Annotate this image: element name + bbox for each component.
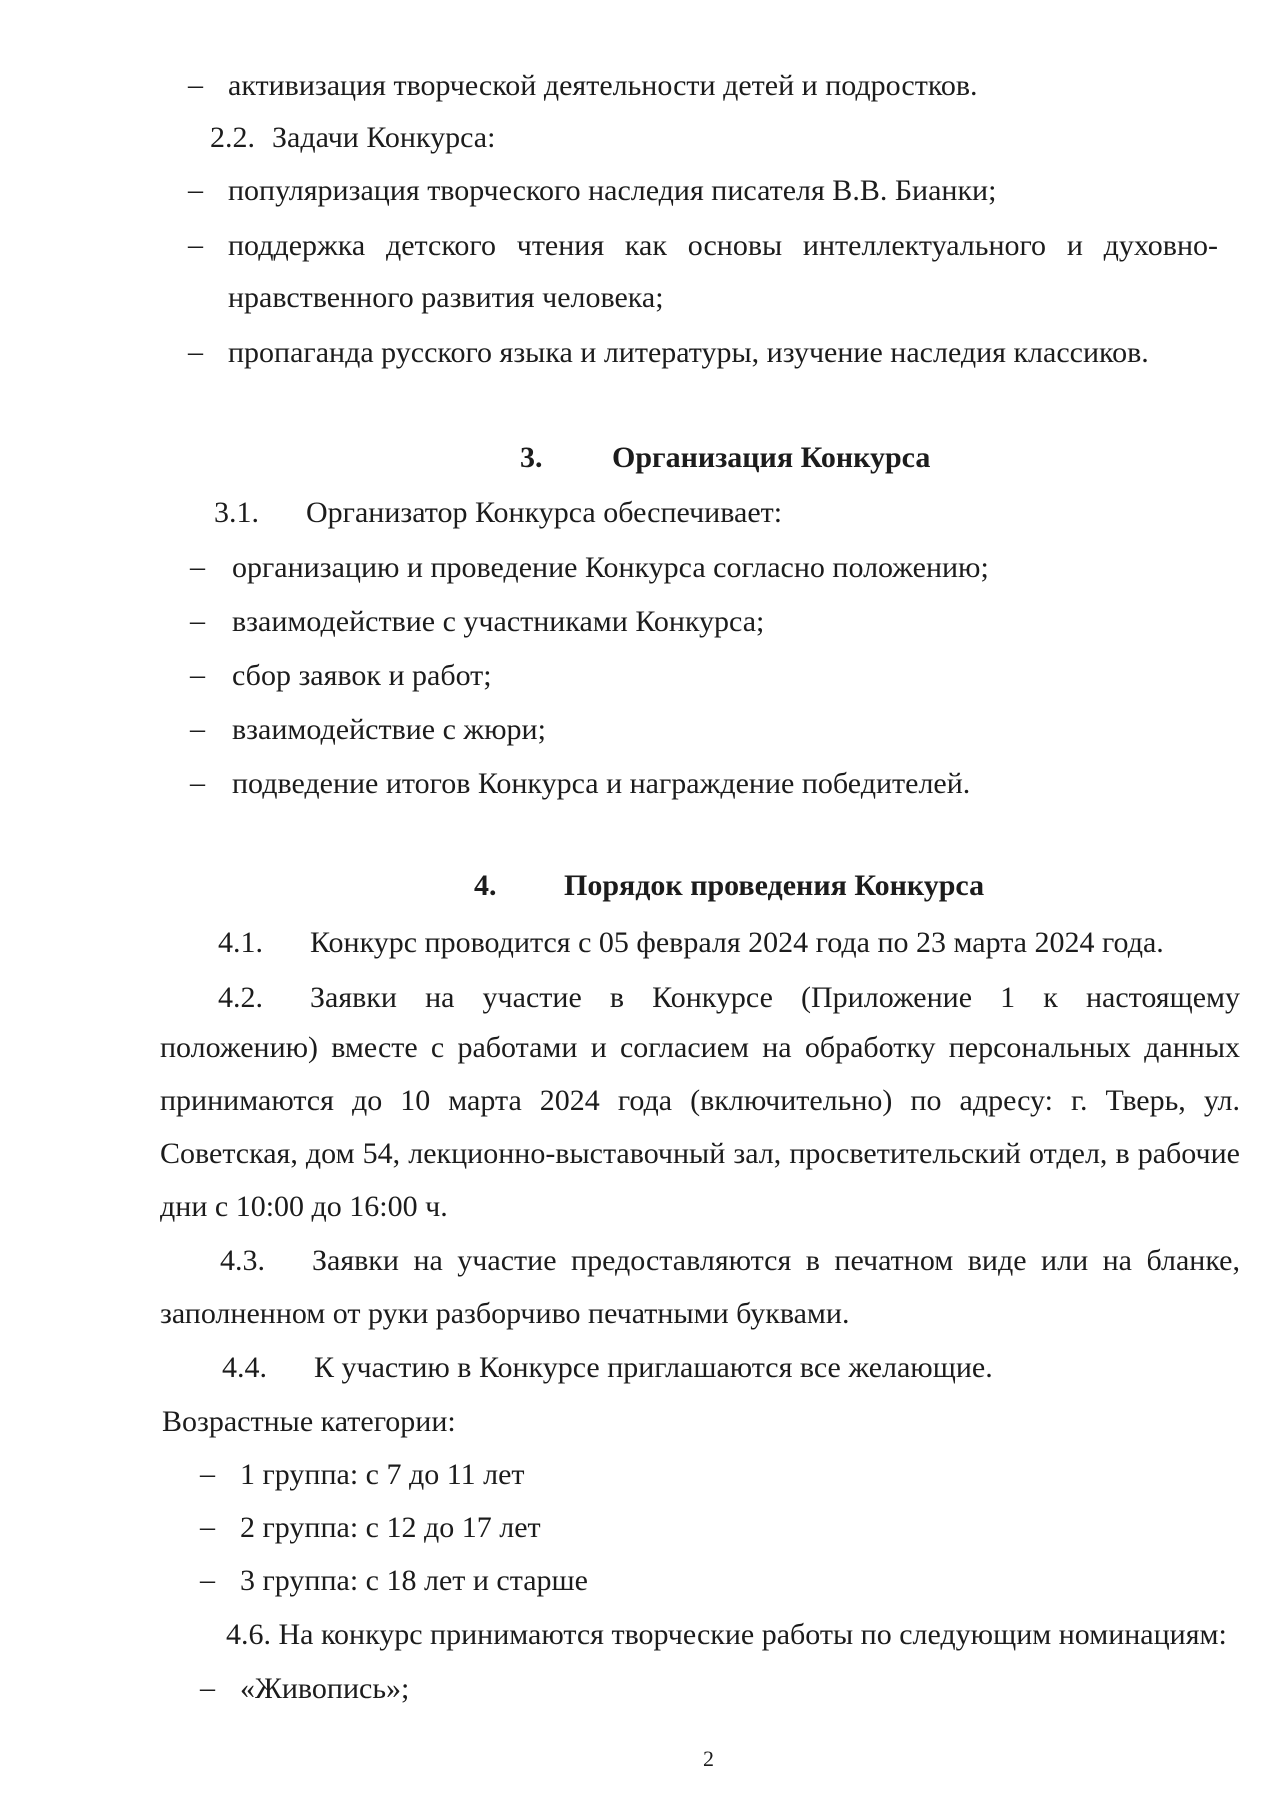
item-number: 3.1. [214,496,259,529]
paragraph-number: 4.3. [220,1244,265,1277]
bullet-dash: – [200,1671,215,1704]
paragraph-text: Конкурс проводится с 05 февраля 2024 года по 23 марта 2024 года. [310,926,1164,959]
section-number: 4. [474,869,497,902]
bullet-text: взаимодействие с участниками Конкурса; [232,605,765,638]
bullet-dash: – [200,1510,215,1543]
paragraph-number: 4.4. [222,1351,267,1384]
bullet-dash: – [188,173,203,206]
age-group-item: 3 группа: с 18 лет и старше [240,1564,588,1597]
bullet-dash: – [190,712,205,745]
bullet-dash: – [190,766,205,799]
paragraph-number: 4.1. [218,926,263,959]
section-title: Организация Конкурса [612,441,931,474]
task-item-continuation: нравственного развития человека; [228,281,664,314]
page-number: 2 [703,1746,714,1771]
paragraph-text: заполненном от руки разборчиво печатными буквами. [160,1297,850,1330]
task-item: популяризация творческого наследия писателя В.В. Бианки; [228,174,997,207]
task-item: пропаганда русского языка и литературы, изучение наследия классиков. [228,336,1149,369]
paragraph-text: К участию в Конкурсе приглашаются все желающие. [314,1351,993,1384]
bullet-dash: – [188,228,203,261]
bullet-dash: – [200,1563,215,1596]
paragraph-text: принимаются до 10 марта 2024 года (включительно) по адресу: г. Тверь, ул. [160,1084,1240,1117]
bullet-text: сбор заявок и работ; [232,659,492,692]
bullet-dash: – [190,604,205,637]
bullet-text: активизация творческой деятельности детей и подростков. [228,69,978,102]
age-group-item: 2 группа: с 12 до 17 лет [240,1511,541,1544]
paragraph-text: положению) вместе с работами и согласием на обработку персональных данных [160,1031,1240,1064]
paragraph-number: 4.2. [218,981,263,1014]
paragraph-text: Заявки на участие предоставляются в печатном виде или на бланке, [312,1244,1240,1277]
paragraph-text: Советская, дом 54, лекционно-выставочный зал, просветительский отдел, в рабочие [160,1137,1240,1170]
bullet-dash: – [188,68,203,101]
paragraph-text: Заявки на участие в Конкурсе (Приложение 1 к настоящему [310,981,1240,1014]
tasks-heading: Задачи Конкурса: [272,121,496,154]
tasks-heading-number: 2.2. [210,121,255,154]
bullet-dash: – [190,658,205,691]
paragraph-text: дни с 10:00 до 16:00 ч. [160,1190,448,1223]
age-categories-heading: Возрастные категории: [162,1405,456,1438]
age-group-item: 1 группа: с 7 до 11 лет [240,1458,525,1491]
bullet-dash: – [190,550,205,583]
paragraph-text: 4.6. На конкурс принимаются творческие работы по следующим номинациям: [226,1618,1227,1651]
item-text: Организатор Конкурса обеспечивает: [306,496,783,529]
bullet-text: подведение итогов Конкурса и награждение победителей. [232,767,971,800]
task-item: поддержка детского чтения как основы интеллектуального и духовно- [228,229,1218,262]
bullet-text: организацию и проведение Конкурса согласно положению; [232,551,989,584]
nomination-item: «Живопись»; [240,1672,410,1705]
bullet-dash: – [188,335,203,368]
bullet-text: взаимодействие с жюри; [232,713,546,746]
section-number: 3. [520,441,543,474]
section-title: Порядок проведения Конкурса [564,869,985,902]
bullet-dash: – [200,1457,215,1490]
